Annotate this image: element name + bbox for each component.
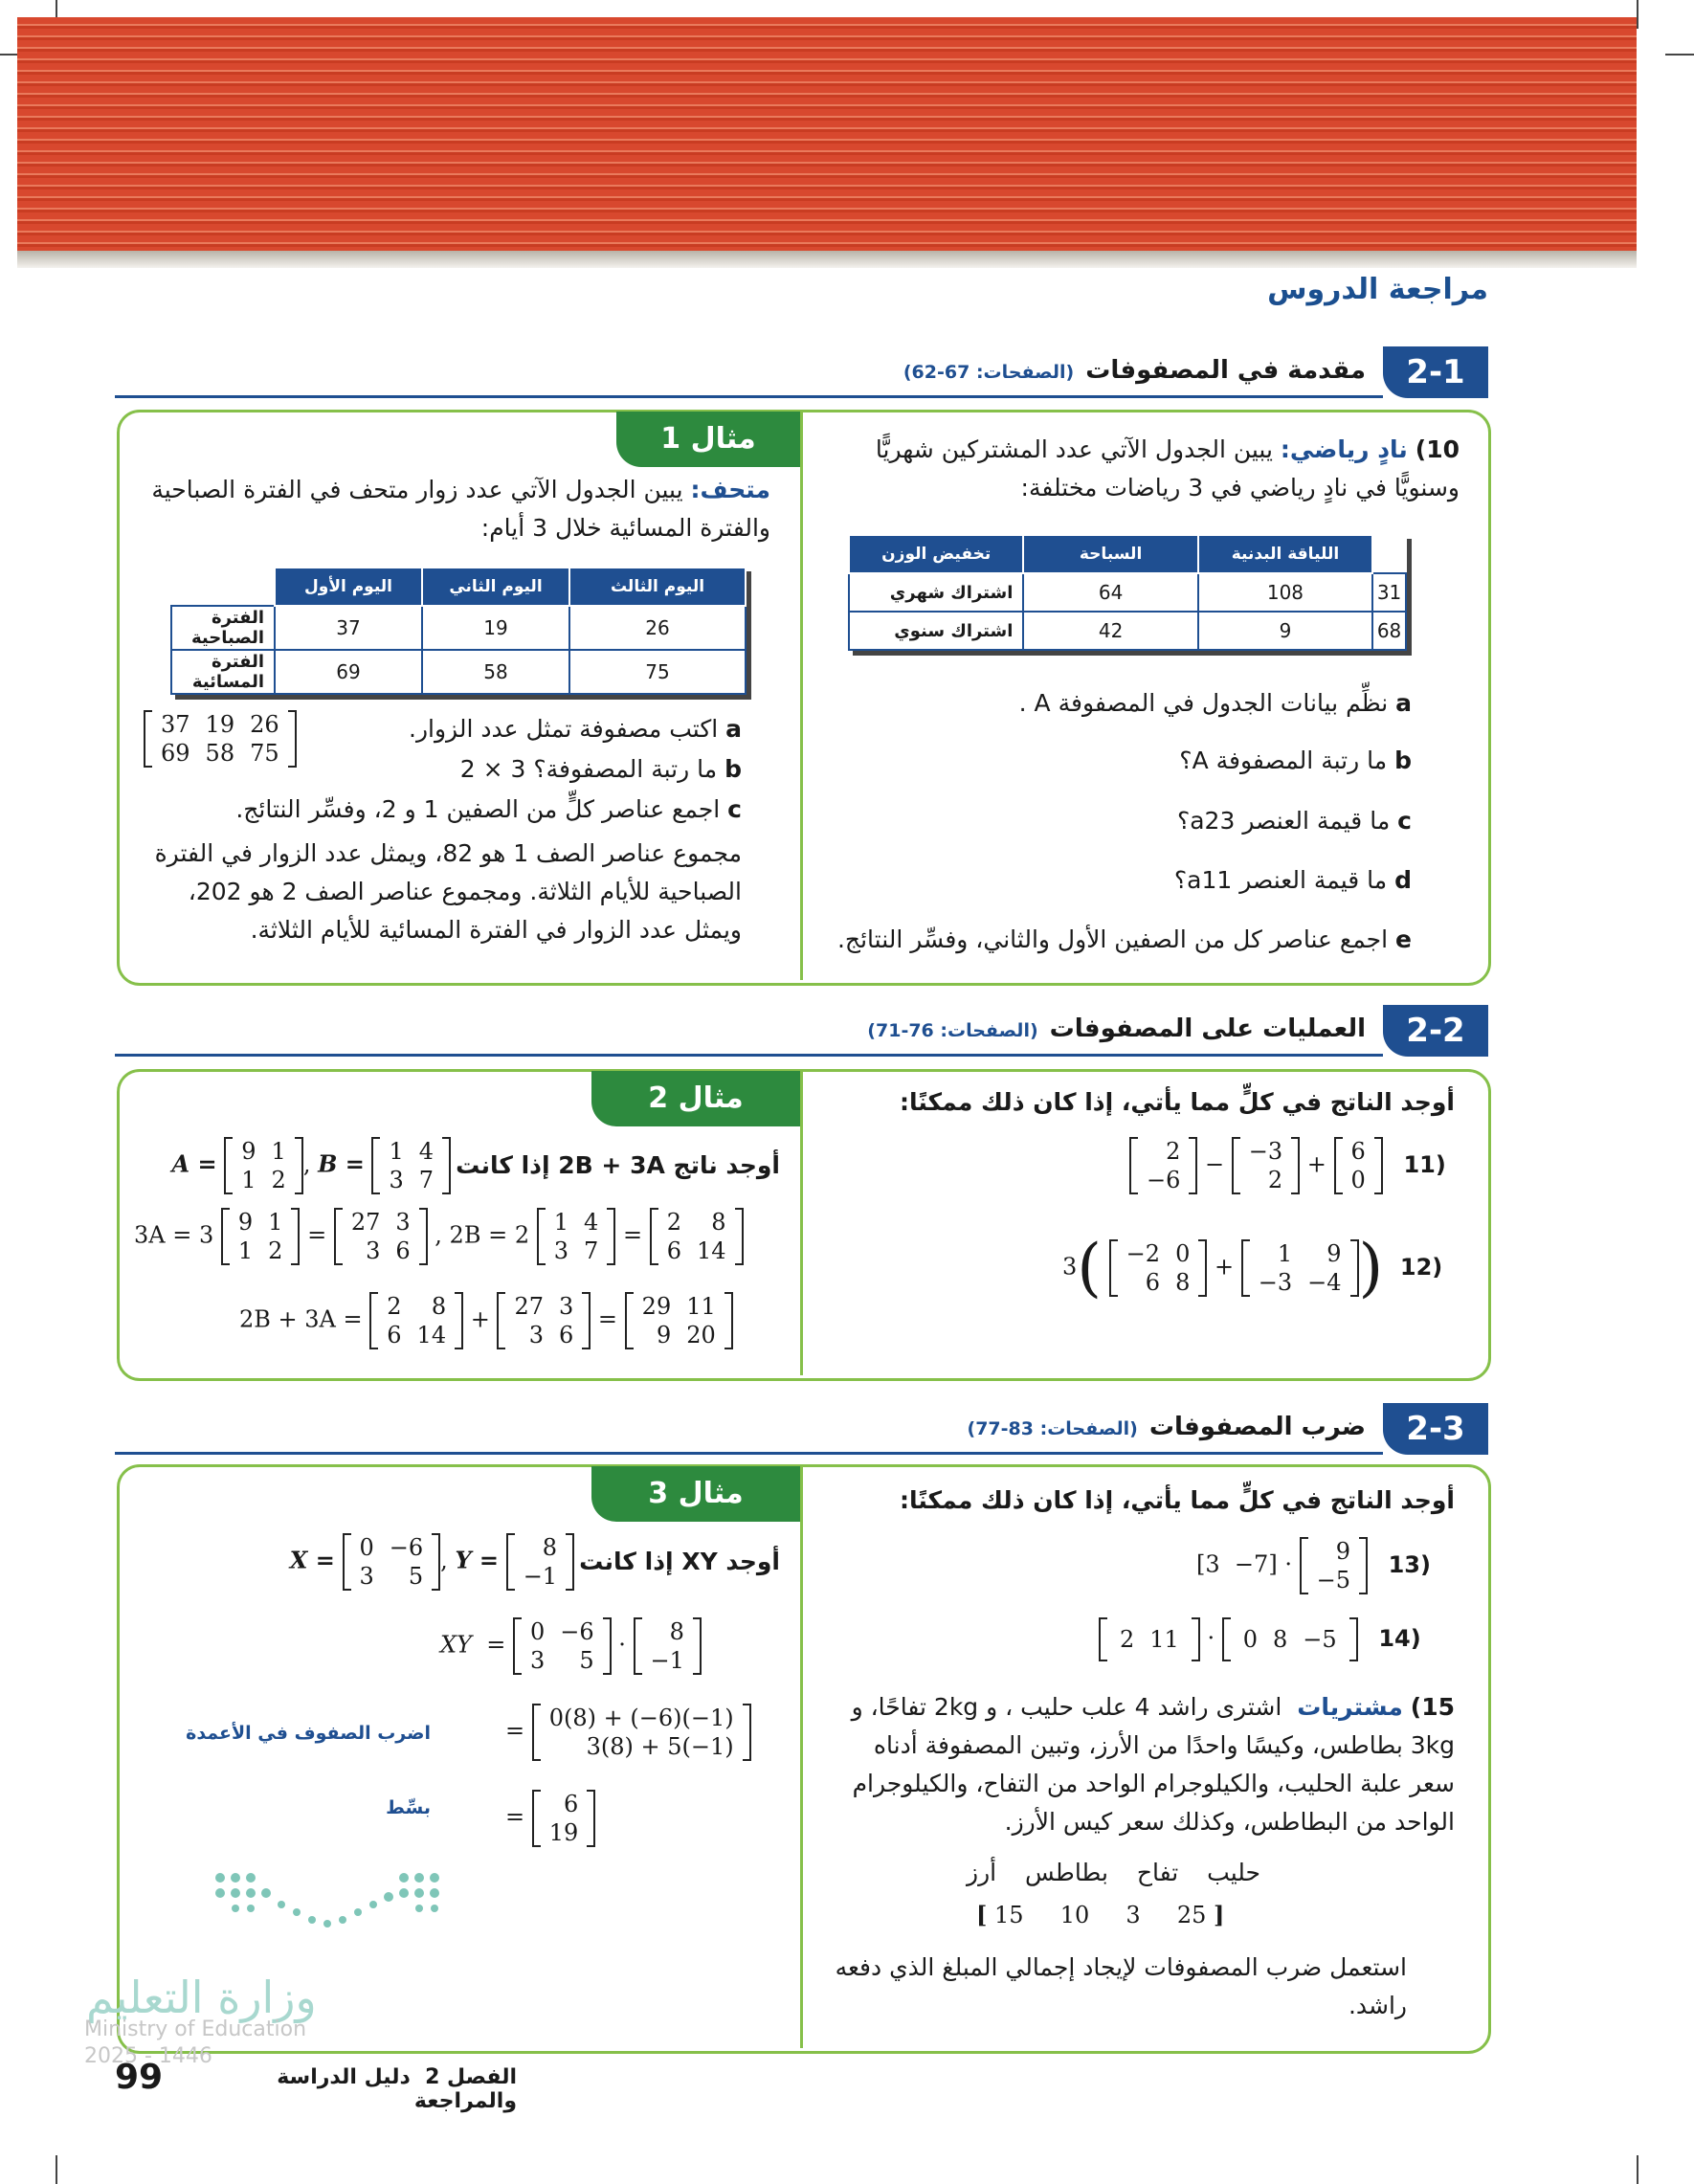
question-10-part-d: d ما قيمة العنصر a11؟ — [1173, 866, 1412, 894]
lesson-title: العمليات على المصفوفات(الصفحات: 76-71) — [867, 1014, 1366, 1043]
ministry-logo-dots-icon — [211, 1866, 450, 1933]
table-cell: 9 — [1198, 612, 1372, 650]
example-1-matrix: 37 19 26 69 58 75 — [144, 710, 297, 768]
example-1-part-c: c اجمع عناصر كلٍّ من الصفين 1 و 2، وفسِّر النتائج. — [235, 795, 742, 823]
table-header: اللياقة البدنية — [1198, 535, 1372, 573]
question-15: 15) مشتريات اشترى راشد 4 علب حليب ، و 2kg تفاحًا، و 3kg بطاطس، وكيسًا واحدًا من الأرز، وتبين المصفوفة أدناه سعر علبة الحليب، والكيلوجرام الواحد من التفاح، والكيلوجرام الواحد من البطاطس، وكذلك سعر كيس الأرز. — [851, 1693, 1455, 1836]
table-cell: 42 — [1023, 612, 1197, 650]
table-cell: 31 — [1372, 573, 1406, 612]
table-cell: 37 — [275, 606, 422, 650]
example-3-step-1: XY = 0 −6 3 5 · 8 −1 — [440, 1617, 702, 1675]
question-10-intro: 10) نادٍ رياضي: يبين الجدول الآتي عدد المشتركين شهريًّا وسنويًّا في نادٍ رياضي في 3 رياضات مختلفة: — [875, 435, 1460, 501]
table-cell: 68 — [1372, 612, 1406, 650]
example-1-intro: متحف: يبين الجدول الآتي عدد زوار متحف في الفترة الصباحية والفترة المسائية خلال 3 أيام: — [151, 476, 770, 542]
table-cell: 69 — [275, 650, 422, 694]
lesson-number: 2-3 — [1383, 1403, 1488, 1455]
example-2-tag: مثال 2 — [591, 1071, 800, 1126]
example-3-prompt: أوجد XY إذا كانت X = 0 −6 3 5 , Y = 8 −1 — [289, 1534, 780, 1590]
table-corner — [1372, 535, 1406, 573]
section-2-2-instruction: أوجد الناتج في كلٍّ مما يأتي، إذا كان ذلك ممكنًا: — [899, 1088, 1455, 1116]
lesson-title: ضرب المصفوفات(الصفحات: 83-77) — [967, 1413, 1366, 1441]
table-cell: 108 — [1198, 573, 1372, 612]
page-number: 99 — [115, 2058, 164, 2097]
column-divider — [800, 1467, 803, 2048]
question-12: 3( −2 0 6 8 + 1 9 −3 −4 ) 12) — [1062, 1231, 1443, 1304]
table-header-day3: اليوم الثالث — [569, 568, 746, 606]
example-1-tag: مثال 1 — [616, 412, 800, 467]
example-3-step-2: = 0(8) + (−6)(−1) 3(8) + 5(−1) — [505, 1704, 751, 1761]
crop-mark — [1637, 0, 1638, 29]
column-divider — [800, 1072, 803, 1375]
question-10-part-e: e اجمع عناصر كل من الصفين الأول والثاني، وفسِّر النتائج. — [836, 925, 1412, 953]
table-cell: 64 — [1023, 573, 1197, 612]
header-banner — [17, 17, 1637, 256]
ministry-name-ar: وزارة التعليم — [86, 1972, 317, 2023]
lesson-header-2-3 — [115, 1403, 1488, 1455]
table-row-label: اشتراك شهري — [849, 573, 1023, 612]
example-3-note-multiply: اضرب الصفوف في الأعمدة — [186, 1723, 431, 1744]
example-2-step-1: 3A = 3 9 1 1 2 = 27 3 3 6 , 2B = 2 1 4 3 7 = 2 8 6 14 — [134, 1208, 744, 1265]
table-row-label: اشتراك سنوي — [849, 612, 1023, 650]
ministry-name-en: Ministry of Education — [84, 2017, 307, 2041]
example-2-step-2: 2B + 3A = 2 8 6 14 + 27 3 3 6 = 29 11 9 20 — [239, 1292, 733, 1349]
question-15-price-headers: حليب تفاح بطاطس أرز — [967, 1859, 1260, 1886]
lesson-number: 2-2 — [1383, 1005, 1488, 1057]
question-10-part-c: c ما قيمة العنصر a23؟ — [1176, 807, 1412, 835]
example-3-note-simplify: بسِّط — [386, 1797, 431, 1818]
crop-mark — [1665, 54, 1694, 56]
lesson-title: مقدمة في المصفوفات(الصفحات: 67-62) — [903, 356, 1366, 385]
question-11: 2 −6 − −3 2 + 6 0 11) — [1129, 1137, 1446, 1194]
example-3-result: = 6 19 — [505, 1790, 595, 1847]
table-header-day2: اليوم الثاني — [422, 568, 569, 606]
table-cell: 58 — [422, 650, 569, 694]
question-15-price-matrix: [ 15 10 3 25 ] — [976, 1901, 1225, 1928]
example-1-part-a: a اكتب مصفوفة تمثل عدد الزوار. — [409, 715, 742, 743]
question-14: 2 11 · 0 8 −5 14) — [1099, 1617, 1421, 1661]
lesson-header-2-1 — [115, 346, 1488, 398]
example-3-tag: مثال 3 — [591, 1466, 800, 1522]
question-15-question: استعمل ضرب المصفوفات لإيجاد إجمالي المبلغ الذي دفعه راشد. — [835, 1953, 1407, 2019]
crop-mark — [56, 2155, 57, 2184]
example-1-answer-c: مجموع عناصر الصف 1 هو 82، ويمثل عدد الزوار في الفترة الصباحية للأيام الثلاثة. ومجموع عناصر الصف 2 هو 202، ويمثل عدد الزوار في الفترة المسائية للأيام الثلاثة. — [154, 839, 742, 944]
table-cell: 19 — [422, 606, 569, 650]
question-10-part-a: a نظِّم بيانات الجدول في المصفوفة A . — [1018, 689, 1412, 717]
question-10-part-b: b ما رتبة المصفوفة A؟ — [1179, 747, 1412, 774]
header-shadow — [17, 251, 1637, 268]
section-title: مراجعة الدروس — [1267, 273, 1488, 306]
table-header: السباحة — [1023, 535, 1197, 573]
table-cell: 26 — [569, 606, 746, 650]
table-corner — [171, 568, 275, 606]
table-header: تخفيض الوزن — [849, 535, 1023, 573]
lesson-number: 2-1 — [1383, 346, 1488, 398]
column-divider — [800, 412, 803, 980]
crop-mark — [1637, 2155, 1638, 2184]
footer-chapter: الفصل 2 دليل الدراسة والمراجعة — [277, 2065, 517, 2113]
example-2-prompt: أوجد ناتج 2B + 3A إذا كانت A = 9 1 1 2 , B = 1 4 3 7 — [171, 1138, 780, 1193]
example-1-table — [170, 567, 747, 695]
table-row-label: الفترة الصباحية — [171, 606, 275, 650]
table-cell: 75 — [569, 650, 746, 694]
table-header-day1: اليوم الأول — [275, 568, 422, 606]
example-1-part-b: b ما رتبة المصفوفة؟ 3 × 2 — [459, 755, 742, 783]
ministry-year: 2025 - 1446 — [84, 2044, 212, 2068]
question-13: [3 −7] · 9 −5 13) — [1196, 1538, 1431, 1593]
lesson-header-2-2 — [115, 1005, 1488, 1057]
table-row-label: الفترة المسائية — [171, 650, 275, 694]
question-10-table — [848, 534, 1407, 651]
section-2-3-instruction: أوجد الناتج في كلٍّ مما يأتي، إذا كان ذلك ممكنًا: — [899, 1486, 1455, 1514]
